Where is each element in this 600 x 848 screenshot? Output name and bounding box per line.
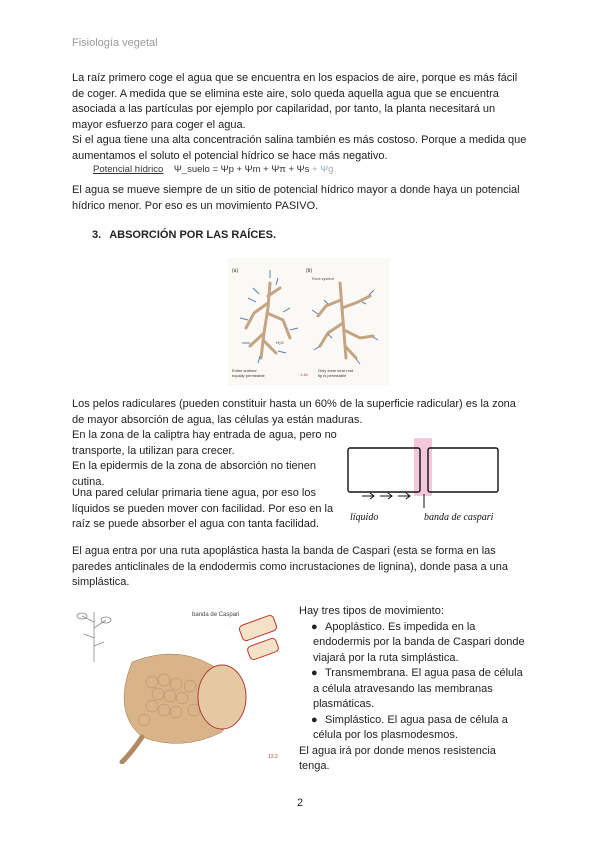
fig1-caption-a-2: equally permeable (232, 373, 265, 378)
fig1-h2o: H₂O (276, 340, 284, 345)
movement-item-text: Simplástico. El agua pasa de célula a célula por los plasmodesmos. (313, 713, 508, 741)
water-potential-formula (93, 164, 333, 175)
paragraph-air-spaces: La raíz primero coge el agua que se encuentra en los espacios de aire, porque es más fácil de coger. A medida que se elimina este aire, solo queda aquella agua que se encuentra asociada a las partículas por ejemplo por capilaridad, por tanto, la planta necesitará un mayor esfuerzo para coger el agua. (72, 72, 518, 131)
root-absorption-figure (228, 258, 390, 386)
paragraph-root-hairs: Los pelos radiculares (pueden constituir hasta un 60% de la superficie radicular) es la zona de mayor absorción de agua, las células ya están maduras. (72, 398, 516, 426)
section-number: 3. (92, 229, 102, 241)
movement-item: ● Apoplástico. Es impedida en la endodermis por la banda de Caspari donde viajará por la ruta simplástica. (311, 620, 525, 664)
movement-item-text: Transmembrana. El agua pasa de célula a célula atravesando las membranas plasmáticas. (313, 667, 523, 710)
fig1-caption-a-1: Entire surface (232, 368, 257, 373)
fig1-caption-b-1: Only zone near root (318, 368, 354, 373)
movement-types (299, 604, 529, 775)
fig3-label: banda de Caspari (192, 612, 240, 618)
movement-intro: Hay tres tipos de movimiento: (299, 605, 444, 617)
fig2-label-liquido: líquido (350, 512, 379, 523)
cell-right (428, 448, 498, 492)
cell-left (348, 448, 420, 492)
paragraph-cell-wall: Una pared celular primaria tiene agua, por eso los líquidos se pueden mover con facilidad. Por eso en la raíz se puede absorber el agua con tanta facilidad. (72, 487, 334, 530)
paragraph-salinity: Si el agua tiene una alta concentración salina también es más costoso. Porque a medida que aumentamos el soluto el potencial hídrico se hace más negativo. (72, 134, 527, 162)
paragraph-caliptra: En la zona de la caliptra hay entrada de agua, pero no transporte, la utilizan para crecer. (72, 429, 337, 457)
water-flow-arrows (362, 493, 410, 499)
formula-faded-term: + Ψg (312, 164, 334, 175)
movement-item-text: Apoplástico. Es impedida en la endodermis por la banda de Caspari donde viajará por la ruta simplástica. (313, 620, 525, 664)
movement-item: ● Transmembrana. El agua pasa de célula a célula atravesando las membranas plasmáticas. (311, 667, 523, 710)
paragraph-passive-movement: El agua se mueve siempre de un sitio de potencial hídrico mayor a donde haya un potencial hídrico menor. Por eso es un movimiento PASIVO. (72, 184, 520, 212)
fig1-number: 1.46 (300, 372, 308, 377)
fig1-root-system: Root system (312, 276, 335, 281)
casparian-band-highlight (414, 438, 432, 496)
formula-expression: Ψ_suelo = Ψp + Ψm + Ψπ + Ψs (173, 164, 310, 175)
running-header: Fisiología vegetal (72, 37, 158, 49)
fig1-label-a: (a) (232, 268, 239, 274)
page-number: 2 (296, 797, 304, 809)
root-cross-section-figure (72, 602, 287, 764)
paragraph-apoplastic-route: El agua entra por una ruta apoplástica hasta la banda de Caspari (esta se forma en las paredes anticlinales de la endodermis como incrustaciones de lignina), donde pasa a una simplástica. (72, 545, 508, 588)
casparian-band-sketch (340, 438, 528, 530)
section-heading (92, 229, 276, 241)
fig2-label-banda: banda de caspari (424, 512, 494, 523)
fig3-number: 13.2 (268, 754, 278, 760)
vascular-cylinder (198, 665, 246, 729)
fig1-caption-b-2: tip is permeable (318, 373, 347, 378)
fig1-label-b: (b) (306, 268, 313, 274)
paragraph-epidermis: En la epidermis de la zona de absorción no tienen cutina. (72, 460, 316, 488)
section-title: ABSORCIÓN POR LAS RAÍCES. (109, 229, 277, 241)
formula-label: Potencial hídrico (93, 164, 164, 175)
movement-item: ● Simplástico. El agua pasa de célula a célula por los plasmodesmos. (311, 713, 508, 741)
movement-outro: El agua irá por donde menos resistencia tenga. (299, 744, 496, 772)
